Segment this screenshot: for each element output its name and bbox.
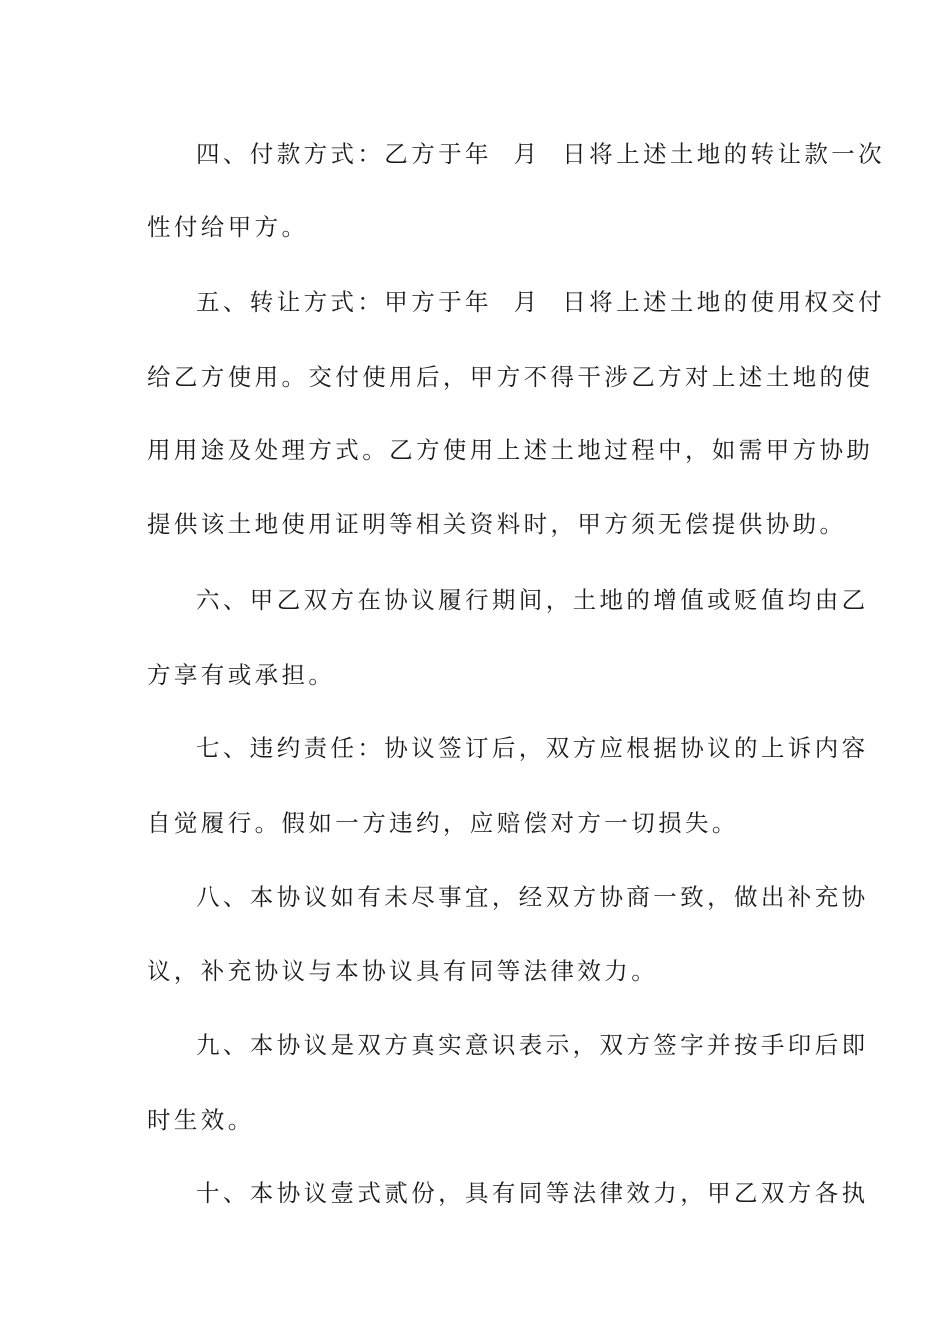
clause-7-line-1: 七、违约责任：协议签订后，双方应根据协议的上诉内容 xyxy=(196,734,869,762)
clause-8-line-2: 议，补充协议与本协议具有同等法律效力。 xyxy=(147,957,659,985)
clause-7-line-2: 自觉履行。假如一方违约，应赔偿对方一切损失。 xyxy=(147,809,739,837)
clause-6-line-2: 方享有或承担。 xyxy=(147,661,336,689)
clause-10-line-1: 十、本协议壹式贰份，具有同等法律效力，甲乙双方各执 xyxy=(196,1179,869,1207)
clause-5-line-2: 给乙方使用。交付使用后，甲方不得干涉乙方对上述土地的使 xyxy=(147,363,874,391)
clause-8-line-1: 八、本协议如有未尽事宜，经双方协商一致，做出补充协 xyxy=(196,883,869,911)
clause-6-line-1: 六、甲乙双方在协议履行期间，土地的增值或贬值均由乙 xyxy=(196,586,869,614)
clause-9-line-2: 时生效。 xyxy=(147,1106,255,1134)
clause-5-line-3: 用用途及处理方式。乙方使用上述土地过程中，如需甲方协助 xyxy=(147,436,874,464)
clause-5-line-4: 提供该土地使用证明等相关资料时，甲方须无偿提供协助。 xyxy=(147,510,847,538)
clause-9-line-1: 九、本协议是双方真实意识表示，双方签字并按手印后即 xyxy=(196,1031,869,1059)
clause-5-line-1: 五、转让方式：甲方于年 月 日将上述土地的使用权交付 xyxy=(196,288,886,316)
clause-4-line-2: 性付给甲方。 xyxy=(147,213,309,241)
clause-4-line-1: 四、付款方式：乙方于年 月 日将上述土地的转让款一次 xyxy=(196,140,886,168)
